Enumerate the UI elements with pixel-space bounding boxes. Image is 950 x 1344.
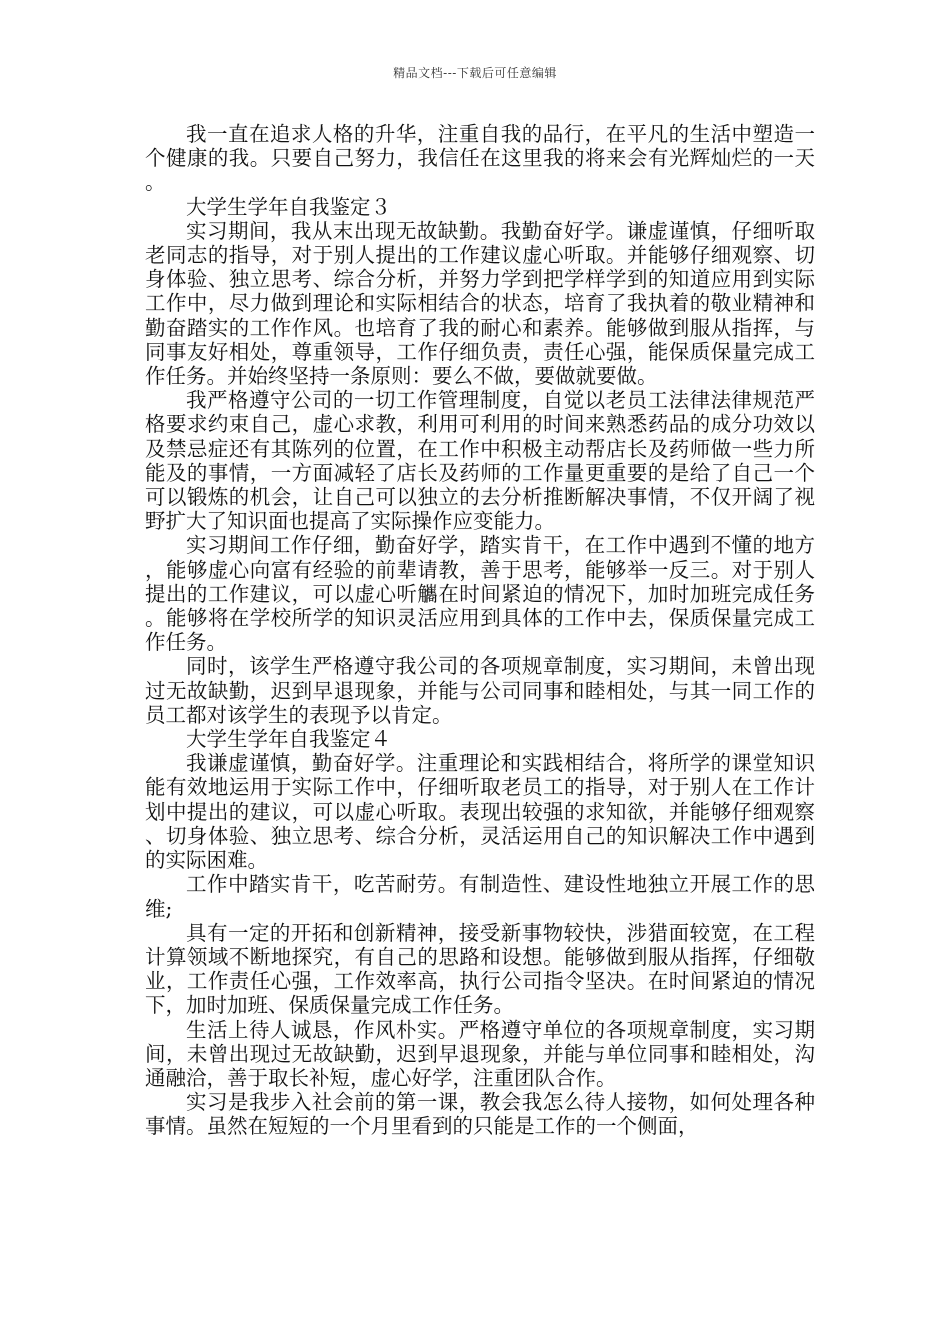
paragraph: 实习期间，我从末出现无故缺勤。我勤奋好学。谦虚谨慎，仔细听取老同志的指导，对于别人提出的工作建议虚心听取。并能够仔细观察、切身体验、独立思考、综合分析，并努力学到把学样学到的知道应用到实际工作中，尽力做到理论和实际相结合的状态，培育了我执着的敬业精神和勤奋踏实的工作作风。也培育了我的耐心和素养。能够做到服从指挥，与同事友好相处，尊重领导，工作仔细负责，责任心强，能保质保量完成工作任务。并始终坚持一条原则：要么不做，要做就要做。 <box>145 218 815 389</box>
paragraph: 实习是我步入社会前的第一课，教会我怎么待人接物，如何处理各种事情。虽然在短短的一个月里看到的只能是工作的一个侧面， <box>145 1090 815 1139</box>
section-heading: 大学生学年自我鉴定３ <box>186 194 391 219</box>
paragraph: 我严格遵守公司的一切工作管理制度，自觉以老员工法律法律规范严格要求约束自己，虚心求教，利用可利用的时间来熟悉药品的成分功效以及禁忌症还有其陈列的位置，在工作中积极主动帮店长及药师做一些力所能及的事情，一方面减轻了店长及药师的工作量更重要的是给了自己一个可以锻炼的机会，让自己可以独立的去分析推断解决事情，不仅开阔了视野扩大了知识面也提高了实际操作应变能力。 <box>145 388 815 534</box>
paragraph: 同时，该学生严格遵守我公司的各项规章制度，实习期间，未曾出现过无故缺勤，迟到早退现象，并能与公司同事和睦相处，与其一同工作的员工都对该学生的表现予以肯定。 <box>145 654 815 727</box>
paragraph: 工作中踏实肯干，吃苦耐劳。有制造性、建设性地独立开展工作的思维; <box>145 872 815 921</box>
page-header: 精品文档---下载后可任意编辑 <box>393 66 557 80</box>
paragraph: 具有一定的开拓和创新精神，接受新事物较快，涉猎面较宽，在工程计算领域不断地探究，有自己的思路和设想。能够做到服从指挥，仔细敬业，工作责任心强，工作效率高，执行公司指令坚决。在时间紧迫的情况下，加时加班、保质保量完成工作任务。 <box>145 920 815 1018</box>
paragraph: 我一直在追求人格的升华，注重自我的品行，在平凡的生活中塑造一个健康的我。只要自己努力，我信任在这里我的将来会有光辉灿烂的一天。 <box>145 122 815 195</box>
paragraph: 实习期间工作仔细，勤奋好学，踏实肯干，在工作中遇到不懂的地方，能够虚心向富有经验的前辈请教，善于思考，能够举一反三。对于别人提出的工作建议，可以虚心听觿在时间紧迫的情况下，加时加班完成任务。能够将在学校所学的知识灵活应用到具体的工作中去，保质保量完成工作任务。 <box>145 533 815 655</box>
section-heading: 大学生学年自我鉴定４ <box>186 727 391 752</box>
paragraph: 我谦虚谨慎，勤奋好学。注重理论和实践相结合，将所学的课堂知识能有效地运用于实际工作中，仔细听取老员工的指导，对于别人在工作计划中提出的建议，可以虚心听取。表现出较强的求知欲，并能够仔细观察、切身体验、独立思考、综合分析，灵活运用自己的知识解决工作中遇到的实际困难。 <box>145 751 815 873</box>
document-body <box>145 122 815 1139</box>
paragraph: 生活上待人诚恳，作风朴实。严格遵守单位的各项规章制度，实习期间，未曾出现过无故缺勤，迟到早退现象，并能与单位同事和睦相处，沟通融洽，善于取长补短，虚心好学，注重团队合作。 <box>145 1017 815 1090</box>
